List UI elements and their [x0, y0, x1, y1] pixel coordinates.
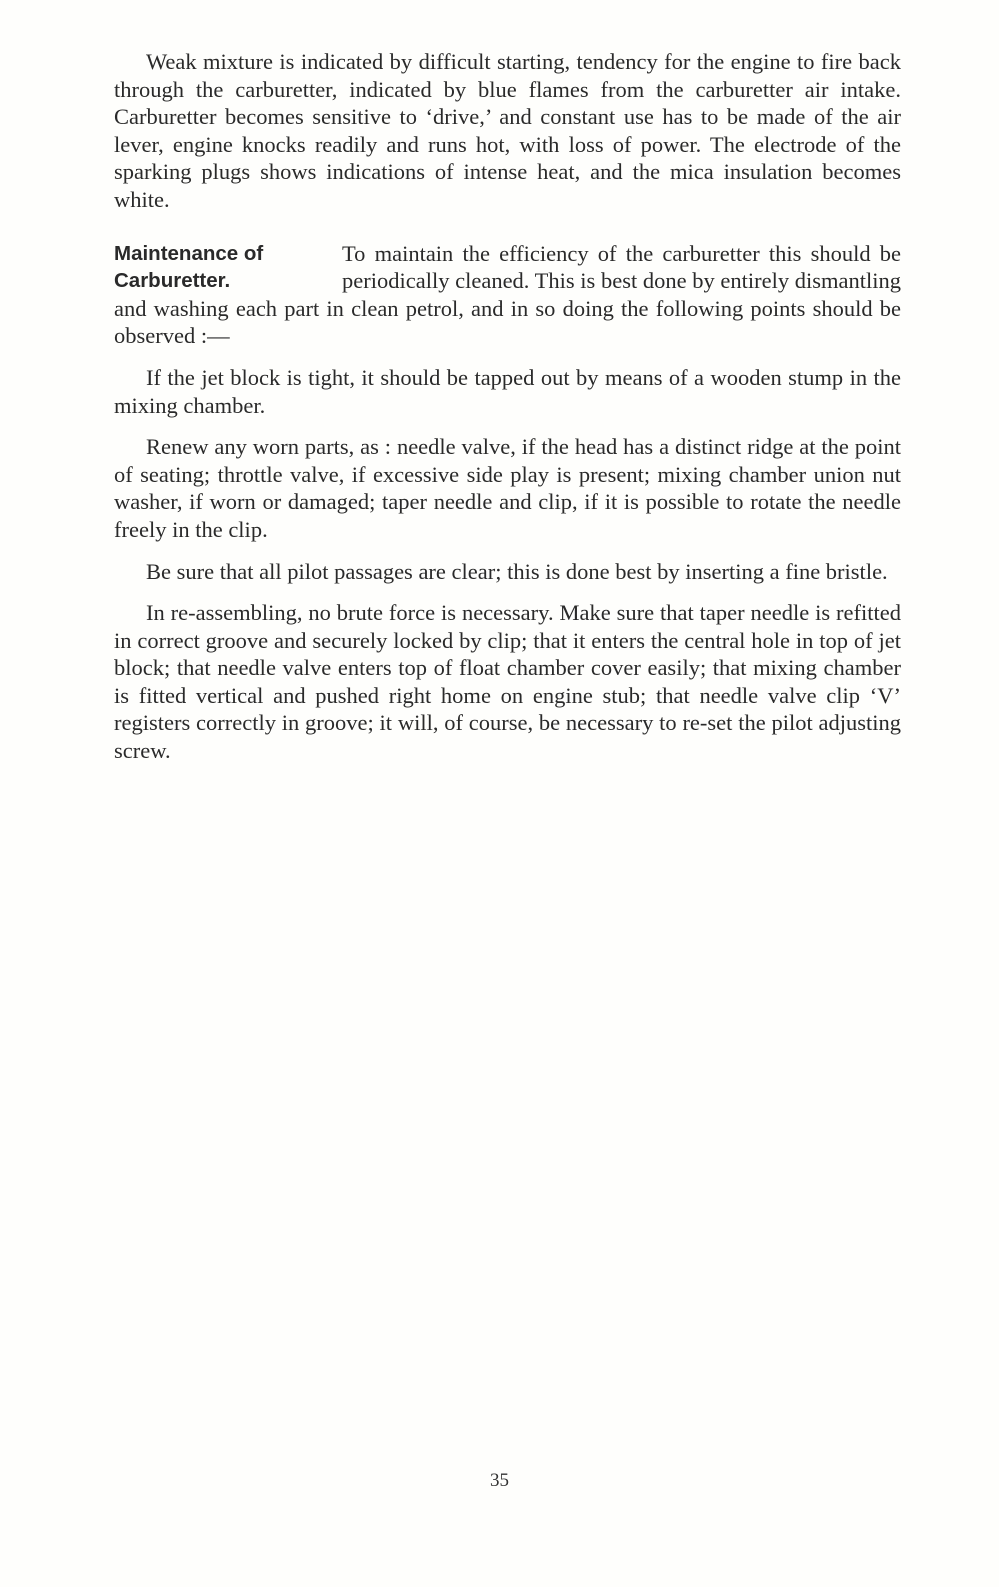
page-number: 35: [490, 1470, 509, 1491]
section-heading: [114, 240, 334, 295]
paragraph-pilot-passages: Be sure that all pilot passages are clear; this is done best by inserting a fine bristle.: [146, 558, 888, 584]
section-heading-line-1: Maintenance of: [114, 241, 264, 265]
body-text: [114, 48, 901, 779]
paragraph-renew-parts: Renew any worn parts, as : needle valve, if the head has a distinct ridge at the point of seating; throttle valve, if excessive side play is present; mixing chamber union nut washer, if worn or damaged; taper needle and clip, if it is possible to rotate the needle freely in the clip.: [114, 434, 901, 542]
maintenance-section: [114, 240, 901, 350]
paragraph-weak-mixture: Weak mixture is indicated by difficult starting, tendency for the engine to fire back through the carburetter, indicated by blue flames from the carburetter air intake. Carburetter becomes sensitive to ‘drive,’ and constant use has to be made of the air lever, engine knocks readily and runs hot, with loss of power. The electrode of the sparking plugs shows indications of intense heat, and the mica insulation becomes white.: [114, 49, 901, 212]
paragraph-jet-block: If the jet block is tight, it should be tapped out by means of a wooden stump in the mixing chamber.: [114, 364, 901, 418]
section-heading-line-2: Carburetter.: [114, 269, 231, 293]
paragraph-maintenance: To maintain the efficiency of the carburetter this should be periodically cleaned. This is best done by entirely dismantling and washing each part in clean petrol, and in so doing the following points should be observed :—: [114, 240, 901, 349]
paragraph-reassembling: In re-assembling, no brute force is necessary. Make sure that taper needle is refitted in correct groove and securely locked by clip; that it enters the central hole in top of jet block; that needle valve enters top of float chamber cover easily; that mixing chamber is fitted vertical and pushed right home on engine stub; that needle valve clip ‘V’ registers correctly in groove; it will, of course, be necessary to re-set the pilot adjusting screw.: [114, 600, 901, 764]
